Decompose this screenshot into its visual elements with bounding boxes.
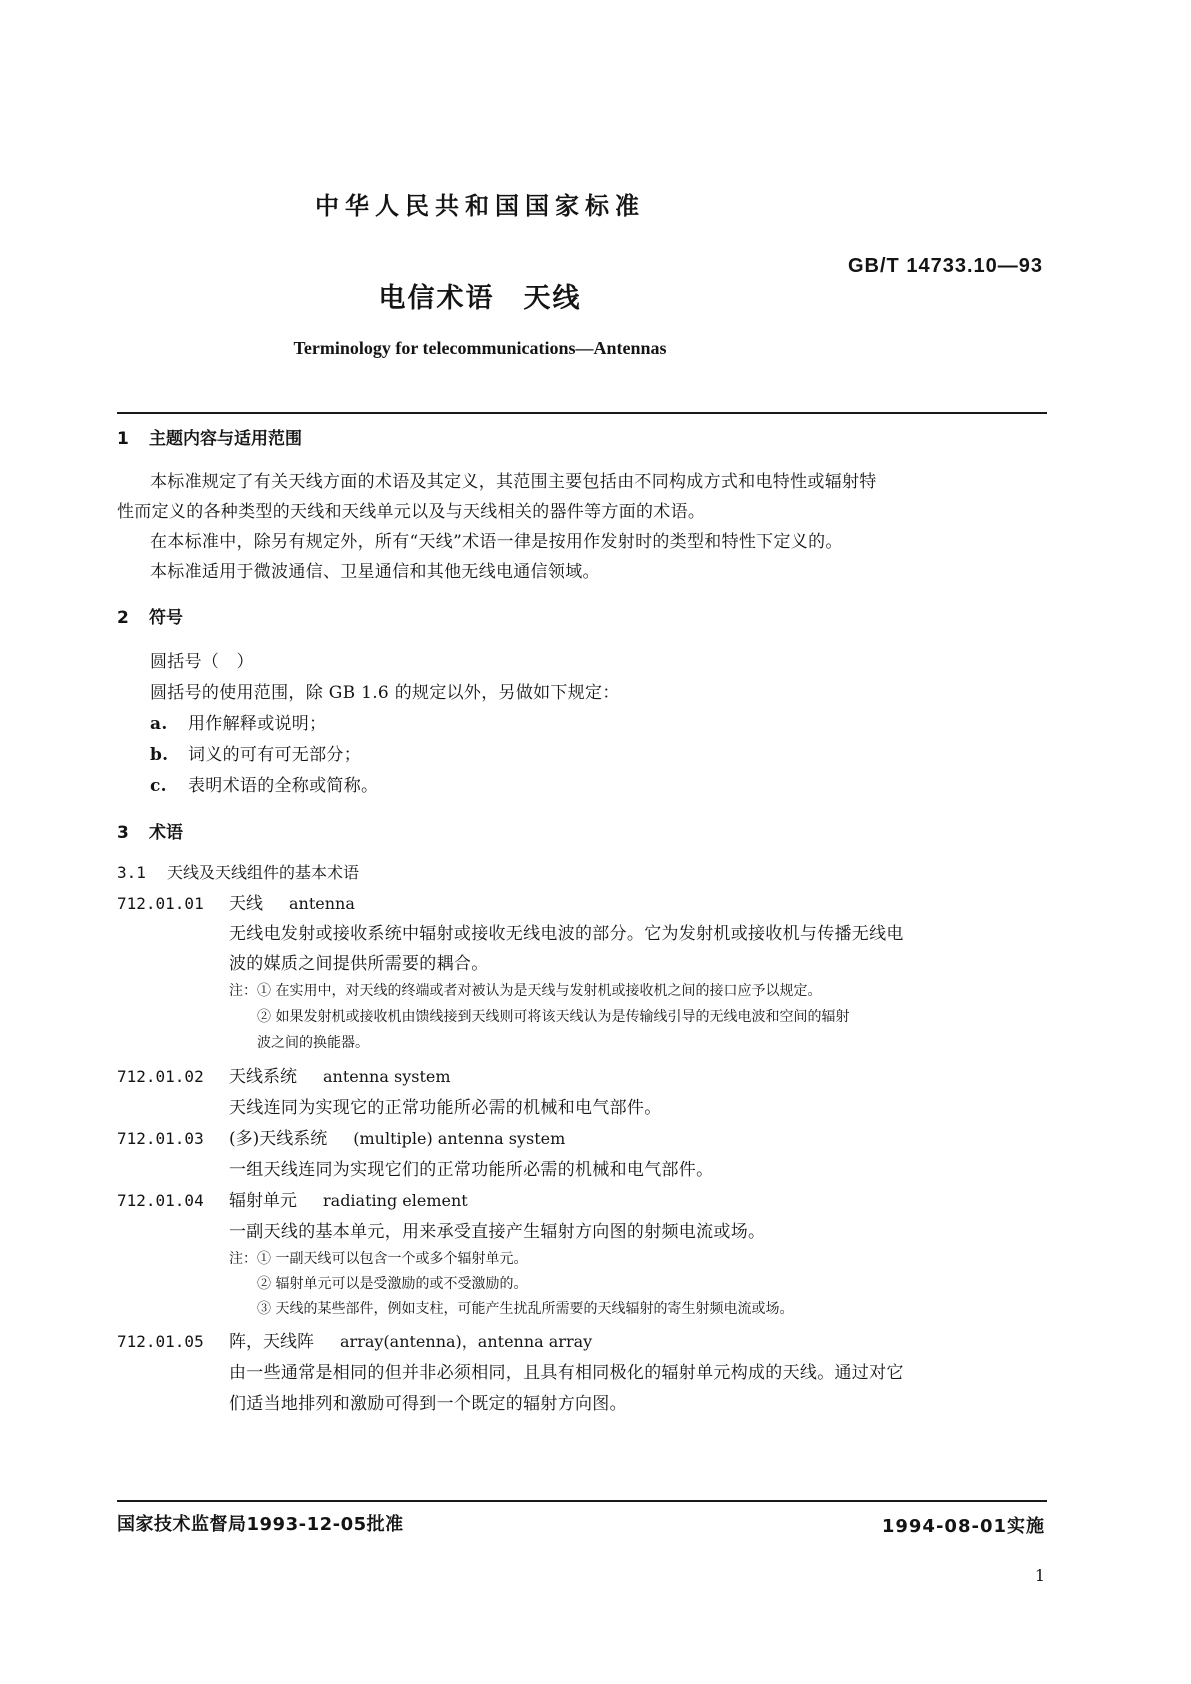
section-1-paragraph-1a: 本标准规定了有关天线方面的术语及其定义，其范围主要包括由不同构成方式和电特性或辐射特 bbox=[150, 472, 877, 492]
section-3-title: 术语 bbox=[149, 823, 183, 843]
section-1-paragraph-1b: 性而定义的各种类型的天线和天线单元以及与天线相关的器件等方面的术语。 bbox=[117, 502, 706, 522]
title-chinese: 电信术语 天线 bbox=[378, 283, 582, 314]
footer-divider bbox=[117, 1500, 1047, 1502]
term-712-01-05-definition-1: 由一些通常是相同的但并非必须相同，且具有相同极化的辐射单元构成的天线。通过对它 bbox=[229, 1363, 904, 1383]
section-3-number: 3 bbox=[117, 823, 129, 843]
section-1-paragraph-3: 本标准适用于微波通信、卫星通信和其他无线电通信领域。 bbox=[150, 562, 600, 582]
header-divider bbox=[117, 412, 1047, 414]
term-712-01-01-definition-2: 波的媒质之间提供所需要的耦合。 bbox=[229, 954, 489, 974]
section-2-item-c: c. 表明术语的全称或简称。 bbox=[150, 776, 379, 796]
subsection-3-1-number: 3.1 bbox=[117, 863, 146, 882]
term-712-01-03-definition: 一组天线连同为实现它们的正常功能所必需的机械和电气部件。 bbox=[229, 1160, 714, 1180]
section-2-heading bbox=[117, 603, 183, 628]
section-2-title: 符号 bbox=[149, 608, 183, 628]
term-712-01-01-note-2-cont: 波之间的换能器。 bbox=[257, 1035, 369, 1051]
title-english: Terminology for telecommunications—Antennas bbox=[293, 338, 667, 358]
term-712-01-04-definition: 一副天线的基本单元，用来承受直接产生辐射方向图的射频电流或场。 bbox=[229, 1222, 766, 1242]
section-1-title: 主题内容与适用范围 bbox=[149, 429, 302, 449]
term-712-01-02-definition: 天线连同为实现它的正常功能所必需的机械和电气部件。 bbox=[229, 1098, 662, 1118]
term-712-01-04-note-3: ③ 天线的某些部件，例如支柱，可能产生扰乱所需要的天线辐射的寄生射频电流或场。 bbox=[257, 1301, 794, 1317]
term-712-01-03: 712.01.03 (多)天线系统 (multiple) antenna system bbox=[117, 1129, 566, 1149]
subsection-3-1-title: 天线及天线组件的基本术语 bbox=[167, 863, 360, 882]
standard-code: GB/T 14733.10—93 bbox=[848, 255, 1043, 277]
section-1-heading bbox=[117, 424, 302, 449]
term-712-01-04-note-1: 注：① 一副天线可以包含一个或多个辐射单元。 bbox=[229, 1251, 528, 1267]
term-712-01-01-note-1: 注：① 在实用中，对天线的终端或者对被认为是天线与发射机或接收机之间的接口应予以规定。 bbox=[229, 983, 822, 999]
section-2-line-1: 圆括号（ ） bbox=[150, 652, 254, 672]
section-1-number: 1 bbox=[117, 429, 129, 449]
term-712-01-01-note-2: ② 如果发射机或接收机由馈线接到天线则可将该天线认为是传输线引导的无线电波和空间的辐射 bbox=[257, 1009, 850, 1025]
section-2-item-a: a. 用作解释或说明； bbox=[150, 714, 327, 734]
section-3-heading bbox=[117, 818, 183, 843]
term-712-01-04-note-2: ② 辐射单元可以是受激励的或不受激励的。 bbox=[257, 1276, 528, 1292]
term-712-01-05-definition-2: 们适当地排列和激励可得到一个既定的辐射方向图。 bbox=[229, 1394, 627, 1414]
implementation-date: 1994-08-01实施 bbox=[881, 1516, 1045, 1537]
section-2-item-b: b. 词义的可有可无部分； bbox=[150, 745, 361, 765]
subsection-3-1-heading bbox=[117, 860, 359, 883]
national-standard-heading: 中华人民共和国国家标准 bbox=[315, 192, 645, 220]
section-1-paragraph-2: 在本标准中，除另有规定外，所有“天线”术语一律是按用作发射时的类型和特性下定义的。 bbox=[150, 532, 843, 552]
section-2-line-2: 圆括号的使用范围，除 GB 1.6 的规定以外，另做如下规定： bbox=[150, 683, 620, 703]
term-712-01-04: 712.01.04 辐射单元 radiating element bbox=[117, 1191, 468, 1211]
approval-line: 国家技术监督局1993-12-05批准 bbox=[117, 1514, 404, 1535]
term-712-01-01-definition-1: 无线电发射或接收系统中辐射或接收无线电波的部分。它为发射机或接收机与传播无线电 bbox=[229, 924, 904, 944]
term-712-01-02: 712.01.02 天线系统 antenna system bbox=[117, 1067, 451, 1087]
term-712-01-01: 712.01.01 天线 antenna bbox=[117, 894, 355, 914]
page-number: 1 bbox=[1034, 1566, 1045, 1585]
term-712-01-05: 712.01.05 阵，天线阵 array(antenna)，antenna array bbox=[117, 1332, 593, 1352]
section-2-number: 2 bbox=[117, 608, 129, 628]
